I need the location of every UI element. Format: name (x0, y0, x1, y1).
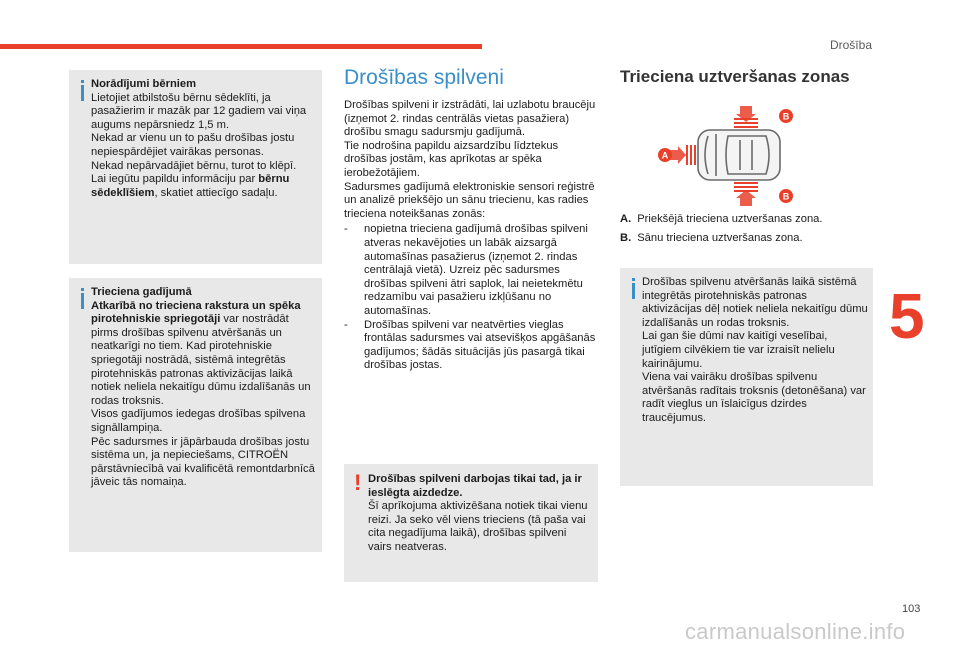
warning-bold-text: Drošības spilveni darbojas tikai tad, ja ir ieslēgta aizdedze. (368, 473, 582, 499)
marker-b-bottom (779, 189, 793, 203)
warning-text: Šī aprīkojuma aktivizēšana notiek tikai vienu reizi. Ja seko vēl viens trieciens (tā paša vai cita negadījuma laikā), drošības spilveni vairs neatveras. (368, 500, 588, 553)
info-icon (630, 278, 638, 299)
svg-text:B: B (782, 191, 790, 202)
zone-key: A. (620, 213, 632, 225)
list-item: - nopietna trieciena gadījumā drošības spilveni atveras nekavējoties un labāk aizsargā automašīnas pasažierus (izņemot 2. rindas centrālajā vietā). Uzreiz pēc sadursmes drošības spilveni ātri saplok, lai neietekmētu redzamību vai pasažieru izkļūšanu no automašīnas. (344, 223, 598, 318)
side-impact-zone-bottom (734, 182, 758, 206)
vehicle-outline (698, 130, 780, 180)
page-number: 103 (902, 603, 921, 615)
airbags-heading: Drošības spilveni (344, 66, 504, 89)
zone-item-a (620, 213, 823, 225)
marker-a (658, 148, 672, 162)
children-info-box (69, 70, 322, 264)
impact-bold-intro: Atkarībā no trieciena rakstura un spēka pirotehniskie spriegotāji (91, 299, 301, 326)
zone-label: Sānu trieciena uztveršanas zona. (637, 232, 803, 244)
airbags-intro: Drošības spilveni ir izstrādāti, lai uzlabotu braucēju (izņemot 2. rindas centrālās vietas pasažiera) drošību smagu sadursmju gadījumā. Tie nodrošina papildu aizsardzību līdztekus drošības jostām, kas aprīkotas ar spēka ierobežotājiem. Sadursmes gadījumā elektroniskie sensori reģistrē un analizē priekšējo un sānu triecienu, kas radies trieciena noteikšanas zonās: (344, 99, 596, 220)
info-icon (79, 80, 87, 101)
impact-info-title: Trieciena gadījumā (91, 286, 192, 298)
side-impact-zone-top (734, 106, 758, 128)
top-accent-bar (0, 44, 482, 49)
chapter-number: 5 (889, 280, 925, 352)
front-impact-zone (670, 145, 696, 165)
children-info-text: Lietojiet atbilstošu bērnu sēdeklīti, ja pasažierim ir mazāk par 12 gadiem vai viņa augums nepārsniedz 1,5 m. Nekad ar vienu un to pašu drošības jostu nepiespārdējiet vairākas personas. Nekad nepārvadājiet bērnu, turot to klēpī. Lai iegūtu papildu informāciju par (91, 91, 307, 186)
impact-info-box (69, 278, 322, 552)
section-title: Drošība (829, 38, 872, 52)
airbags-list (344, 223, 598, 373)
zone-key: B. (620, 232, 632, 244)
svg-text:B: B (782, 111, 790, 122)
impact-info-text: var nostrādāt pirms drošības spilvenu atvēršanās un neatkarīgi no tiem. Kad pirotehniskie spriegotāji nostrādā, sistēmā integrētās pirotehniskās patronas aktivizācijas laikā notiek neliela nekaitīgu dūmu izdalīšanās un rodas troksnis. Visos gadījumos iedegas drošības spilvena signāllampiņa. Pēc sadursmes ir jāpārbauda drošības jostu sistēma un, ja nepieciešams, CITROËN pārstāvniecībā vai kvalificētā remontdarbnīcā jāveic tās nomaiņa. (91, 313, 315, 489)
zone-item-b (620, 232, 803, 244)
list-item: - Drošības spilveni var neatvērties vieglas frontālas sadursmes vai atsevišķos apgāšanās gadījumos; šādās situācijās jūs pasargā tikai drošības jostas. (344, 319, 598, 373)
info-icon (79, 288, 87, 309)
zone-label: Priekšējā trieciena uztveršanas zona. (637, 213, 823, 225)
marker-b-top (779, 109, 793, 123)
impact-zones-diagram (656, 100, 802, 212)
watermark: carmanualsonline.info (685, 619, 906, 644)
children-info-text-end: , skatiet attiecīgo sadaļu. (154, 186, 278, 199)
warning-box (344, 464, 598, 582)
warning-icon: ! (354, 470, 362, 495)
deploy-info-text: Drošības spilvenu atvēršanās laikā sistēmā integrētās pirotehniskās patronas aktivizācijas dēļ notiek neliela nekaitīgu dūmu izdalīšanās un rodas troksnis. Lai gan šie dūmi nav kaitīgi veselībai, jutīgiem cilvēkiem tie var izraisīt nelielu kairinājumu. Viena vai vairāku drošības spilvenu atvēršanās radītais troksnis (detonēšana) var radīt vieglus un īslaicīgus dzirdes traucējumus. (642, 276, 868, 424)
children-info-title: Norādījumi bērniem (91, 78, 197, 90)
airbags-body (344, 99, 598, 373)
svg-text:A: A (661, 150, 669, 161)
zones-heading: Trieciena uztveršanas zonas (620, 67, 850, 86)
children-seat-ref: bērnu sēdeklīšiem (91, 173, 290, 199)
deploy-info-box (620, 268, 873, 486)
